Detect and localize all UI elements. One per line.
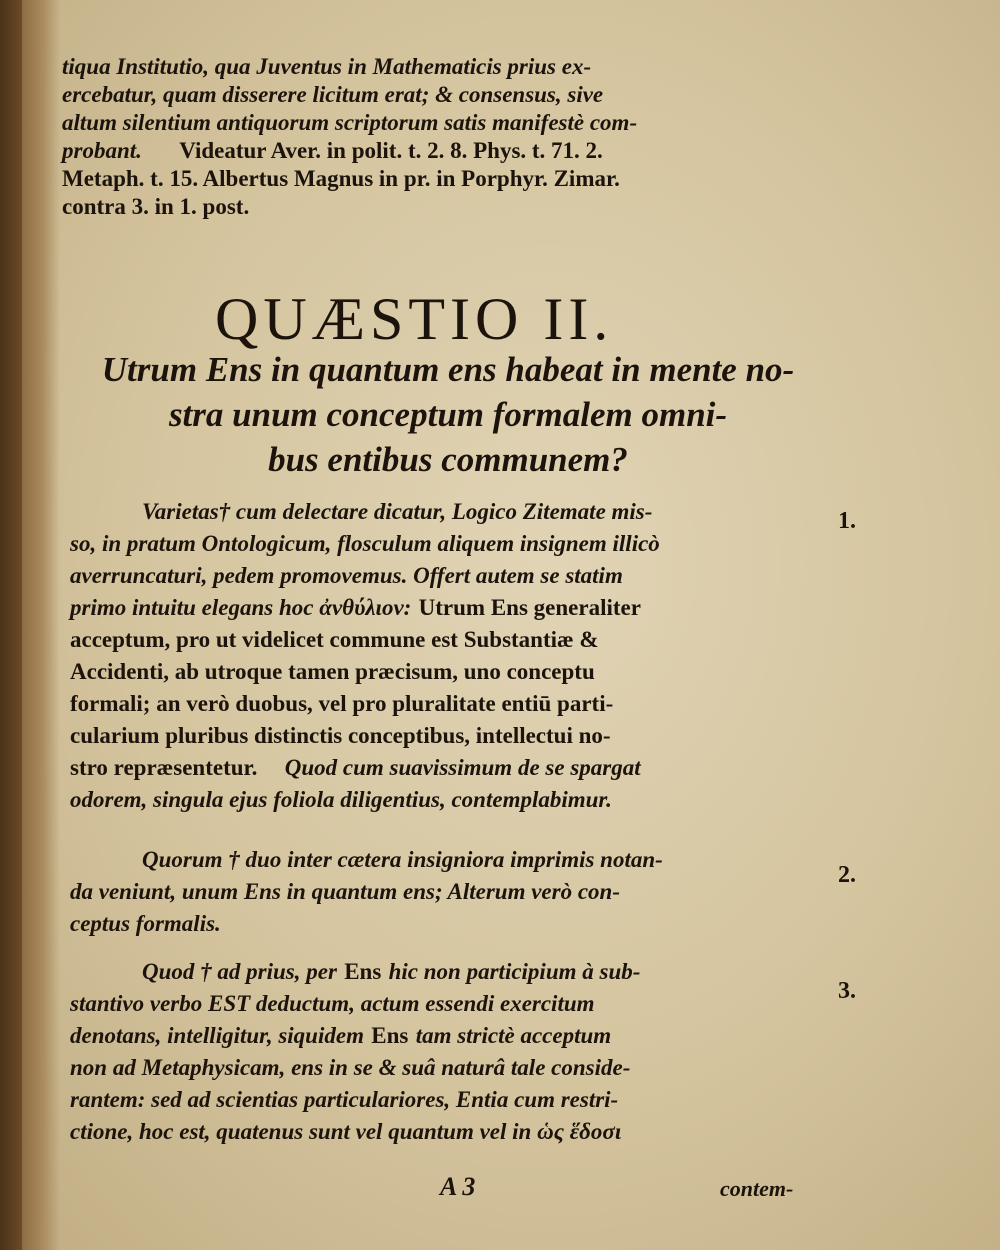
- paragraph-line: formali; an verò duobus, vel pro pluralitate entiū parti-: [70, 691, 614, 716]
- paragraph-line-italic: primo intuitu elegans hoc ἀνθύλιον:: [70, 595, 412, 620]
- binding-edge: [0, 0, 22, 1250]
- intro-reference: Videatur Aver. in polit. t. 2. 8. Phys. t. 71. 2.: [179, 138, 603, 163]
- paragraph-line: stantivo verbo EST deductum, actum essendi exercitum: [70, 991, 595, 1016]
- paragraph-line: rantem: sed ad scientias particulariores, Entia cum restri-: [70, 1087, 619, 1112]
- paragraph-line-roman: Ens: [371, 1023, 409, 1048]
- paragraph-line: so, in pratum Ontologicum, flosculum aliquem insignem illicò: [70, 531, 660, 556]
- paragraph-line: averruncaturi, pedem promovemus. Offert autem se statim: [70, 563, 623, 588]
- question-line: bus entibus communem?: [268, 440, 628, 479]
- signature-mark: A 3: [440, 1172, 476, 1201]
- paragraph-2: [70, 848, 830, 944]
- intro-line: altum silentium antiquorum scriptorum satis manifestè com-: [62, 110, 638, 135]
- paragraph-line: ceptus formalis.: [70, 911, 221, 936]
- intro-line: ercebatur, quam disserere licitum erat; & consensus, sive: [62, 82, 604, 107]
- catchword: contem-: [720, 1176, 794, 1201]
- paragraph-line-italic: Quod cum suavissimum de se spargat: [284, 755, 641, 780]
- question-heading: QUÆSTIO II.: [215, 286, 614, 352]
- intro-line: tiqua Institutio, qua Juventus in Mathematicis prius ex-: [62, 54, 592, 79]
- paragraph-line: non ad Metaphysicam, ens in se & suâ naturâ tale conside-: [70, 1055, 631, 1080]
- paragraph-line: acceptum, pro ut videlicet commune est Substantiæ &: [70, 627, 599, 652]
- question-line: Utrum Ens in quantum ens habeat in mente no-: [101, 350, 795, 389]
- paragraph-line: odorem, singula ejus foliola diligentius, contemplabimur.: [70, 787, 612, 812]
- intro-paragraph: [62, 55, 832, 223]
- paragraph-line: ctione, hoc est, quatenus sunt vel quantum vel in ὡς ἕδοσι: [70, 1119, 622, 1144]
- paragraph-line-roman: stro repræsentetur.: [70, 755, 258, 780]
- paragraph-line: Quorum † duo inter cætera insigniora imprimis notan-: [142, 847, 663, 872]
- paragraph-line-italic: Quod † ad prius, per: [142, 959, 337, 984]
- paragraph-line-italic: hic non participium à sub-: [388, 959, 641, 984]
- paragraph-line: Varietas† cum delectare dicatur, Logico Zitemate mis-: [142, 499, 653, 524]
- paragraph-line-italic: denotans, intelligitur, siquidem: [70, 1023, 364, 1048]
- paragraph-line: da veniunt, unum Ens in quantum ens; Alterum verò con-: [70, 879, 621, 904]
- paragraph-line-roman: Utrum Ens generaliter: [418, 595, 641, 620]
- paragraph-line: [70, 756, 830, 788]
- question-line: stra unum conceptum formalem omni-: [168, 395, 728, 434]
- paragraph-line: Accidenti, ab utroque tamen præcisum, uno conceptu: [70, 659, 595, 684]
- paragraph-line-roman: Ens: [344, 959, 382, 984]
- intro-line: Metaph. t. 15. Albertus Magnus in pr. in Porphyr. Zimar.: [62, 166, 620, 191]
- question-title: [68, 352, 828, 487]
- intro-line: contra 3. in 1. post.: [62, 194, 250, 219]
- paragraph-line: cularium pluribus distinctis conceptibus, intellectui no-: [70, 723, 611, 748]
- intro-line-italic: probant.: [62, 138, 142, 163]
- margin-number-3: 3.: [838, 978, 856, 1004]
- intro-line: [62, 139, 832, 167]
- margin-number-1: 1.: [838, 508, 856, 534]
- paragraph-line: [70, 960, 830, 992]
- paragraph-line: [70, 1024, 830, 1056]
- paragraph-line: [70, 596, 830, 628]
- paragraph-3: [70, 960, 830, 1152]
- paragraph-1: [70, 500, 830, 820]
- paragraph-line-italic: tam strictè acceptum: [415, 1023, 612, 1048]
- margin-number-2: 2.: [838, 862, 856, 888]
